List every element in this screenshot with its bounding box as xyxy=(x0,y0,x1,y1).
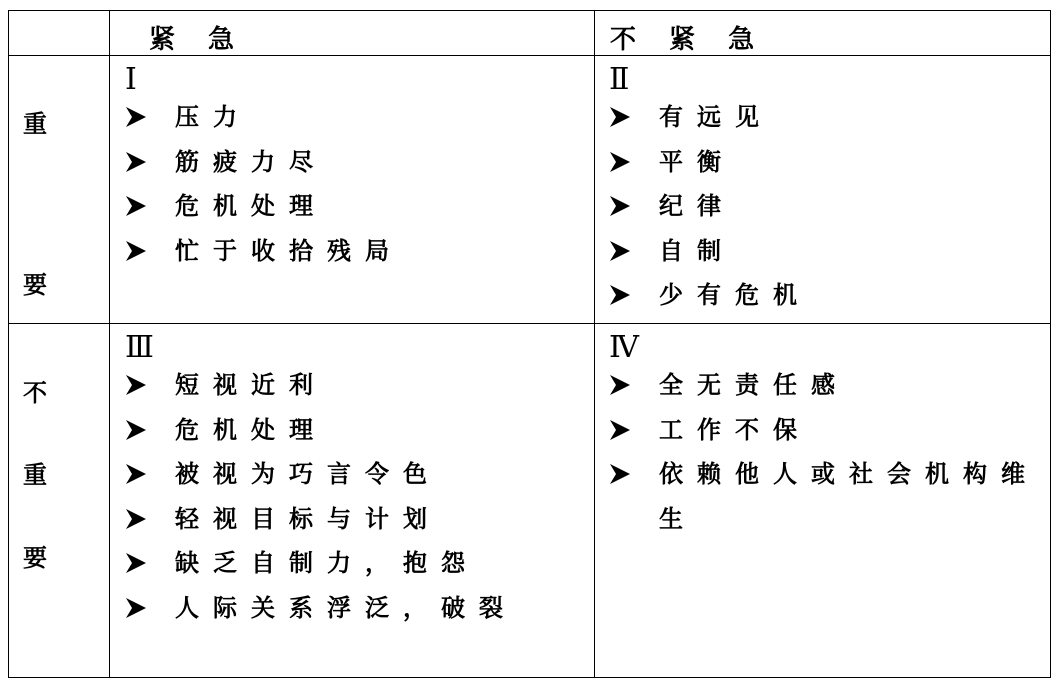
arrow-bullet-icon xyxy=(125,586,175,631)
list-item-text: 忙于收拾残局 xyxy=(175,235,403,265)
list-item-text: 人际关系浮泛，破裂 xyxy=(175,592,517,622)
quadrant-2-list xyxy=(609,95,1045,318)
arrow-bullet-icon xyxy=(125,541,175,586)
arrow-bullet-icon xyxy=(609,408,659,453)
list-item-text: 缺乏自制力，抱怨 xyxy=(175,548,479,577)
row-label-important-bottom: 要 xyxy=(23,270,47,299)
arrow-bullet-icon xyxy=(125,363,175,408)
list-item xyxy=(609,140,1045,185)
list-item-text: 自制 xyxy=(659,235,735,265)
arrow-bullet-icon xyxy=(609,273,659,318)
quadrant-3 xyxy=(125,333,575,630)
arrow-bullet-icon xyxy=(125,408,175,453)
list-item-text: 短视近利 xyxy=(175,370,327,399)
list-item xyxy=(609,408,1041,453)
list-item-text: 少有危机 xyxy=(659,280,811,309)
quadrant-4-numeral: Ⅳ xyxy=(609,331,639,364)
list-item xyxy=(609,184,1045,229)
quadrant-column-divider xyxy=(594,11,595,677)
arrow-bullet-icon xyxy=(609,184,659,229)
list-item xyxy=(125,363,575,408)
list-item xyxy=(125,497,575,542)
quadrant-4 xyxy=(609,333,1041,541)
label-column-divider xyxy=(109,11,110,677)
list-item-text: 全无责任感 xyxy=(659,370,849,399)
list-item-text: 平衡 xyxy=(659,146,735,176)
header-not-urgent: 不 紧 急 xyxy=(610,25,767,55)
row-label-not-important-3: 要 xyxy=(23,543,47,572)
list-item xyxy=(609,95,1045,140)
row-label-not-important-2: 重 xyxy=(23,460,47,489)
list-item-text: 轻视目标与计划 xyxy=(175,503,441,533)
list-item xyxy=(125,541,575,586)
quadrant-2-numeral: Ⅱ xyxy=(609,63,630,96)
row-label-important-top: 重 xyxy=(23,109,47,138)
matrix-table xyxy=(8,10,1051,678)
quadrant-3-list xyxy=(125,363,575,630)
list-item xyxy=(609,273,1045,318)
list-item xyxy=(125,452,575,497)
list-item-text: 纪律 xyxy=(659,191,735,220)
list-item xyxy=(609,363,1041,408)
arrow-bullet-icon xyxy=(125,229,175,274)
list-item-text: 依赖他人或社会机构维生 xyxy=(659,459,1039,533)
arrow-bullet-icon xyxy=(125,452,175,497)
quadrant-1-list xyxy=(125,95,585,273)
list-item xyxy=(125,184,585,229)
quadrant-4-list xyxy=(609,363,1041,541)
arrow-bullet-icon xyxy=(125,184,175,229)
quadrant-1 xyxy=(125,65,585,273)
list-item-text: 筋疲力尽 xyxy=(175,146,327,176)
arrow-bullet-icon xyxy=(125,140,175,185)
row-divider xyxy=(9,323,1050,324)
list-item xyxy=(125,229,585,274)
quadrant-3-numeral: Ⅲ xyxy=(125,331,154,364)
arrow-bullet-icon xyxy=(609,140,659,185)
list-item xyxy=(125,95,585,140)
list-item xyxy=(125,408,575,453)
arrow-bullet-icon xyxy=(125,95,175,140)
list-item-text: 压力 xyxy=(175,102,251,131)
arrow-bullet-icon xyxy=(609,363,659,408)
list-item xyxy=(609,452,1041,541)
arrow-bullet-icon xyxy=(609,229,659,274)
list-item-text: 有远见 xyxy=(659,102,773,131)
header-urgent: 紧 急 xyxy=(149,25,247,55)
list-item xyxy=(125,140,585,185)
arrow-bullet-icon xyxy=(125,497,175,542)
quadrant-1-numeral: Ⅰ xyxy=(125,63,137,96)
list-item xyxy=(609,229,1045,274)
list-item-text: 危机处理 xyxy=(175,414,327,444)
row-label-not-important-1: 不 xyxy=(23,378,47,407)
quadrant-2 xyxy=(609,65,1045,318)
list-item-text: 工作不保 xyxy=(659,414,811,444)
list-item xyxy=(125,586,575,631)
arrow-bullet-icon xyxy=(609,452,659,497)
list-item-text: 危机处理 xyxy=(175,191,327,220)
list-item-text: 被视为巧言令色 xyxy=(175,459,441,488)
arrow-bullet-icon xyxy=(609,95,659,140)
